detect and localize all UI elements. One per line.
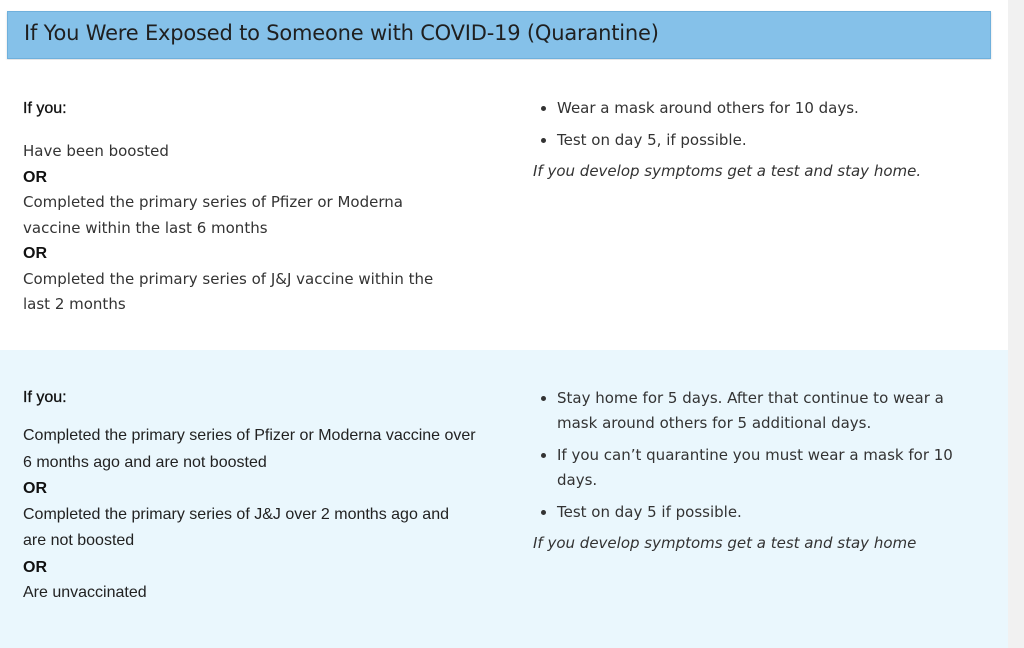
if-you-heading: If you: — [23, 389, 67, 406]
or-separator: OR — [23, 558, 47, 576]
symptoms-note: If you develop symptoms get a test and stay home — [533, 534, 917, 552]
condition-jj-old: Completed the primary series of J&J over 2 months ago and are not boosted — [23, 505, 449, 549]
list-item: • If you can’t quarantine you must wear a mask for 10 days. — [557, 443, 977, 493]
if-you-heading: If you: — [23, 100, 67, 117]
actions-column — [533, 96, 993, 180]
condition-jj-recent: Completed the primary series of J&J vaccine within the last 2 months — [23, 269, 434, 313]
condition-pfizer-moderna-old: Completed the primary series of Pfizer or Moderna vaccine over 6 months ago and are not boosted — [23, 427, 476, 471]
section-header — [7, 11, 991, 59]
actions-list — [533, 386, 977, 525]
or-separator: OR — [23, 245, 47, 262]
actions-column — [533, 386, 993, 552]
conditions-column — [23, 389, 493, 607]
quarantine-section-boosted — [0, 60, 1008, 350]
list-item: • Wear a mask around others for 10 days. — [557, 96, 993, 121]
actions-list — [533, 96, 993, 153]
list-item: • Test on day 5 if possible. — [557, 500, 977, 525]
list-item: • Stay home for 5 days. After that continue to wear a mask around others for 5 additional days. — [557, 386, 977, 436]
conditions-column — [23, 100, 493, 318]
quarantine-section-not-boosted — [0, 350, 1008, 648]
page-title: If You Were Exposed to Someone with COVID-19 (Quarantine) — [24, 21, 659, 45]
or-separator: OR — [23, 480, 47, 497]
list-item: • Test on day 5, if possible. — [557, 128, 993, 153]
condition-unvaccinated: Are unvaccinated — [23, 584, 147, 601]
condition-pfizer-moderna-recent: Completed the primary series of Pfizer or Moderna vaccine within the last 6 months — [23, 193, 403, 237]
scrollbar-track[interactable] — [1008, 0, 1024, 648]
symptoms-note: If you develop symptoms get a test and stay home. — [533, 162, 922, 180]
condition-boosted: Have been boosted — [23, 142, 169, 160]
or-separator: OR — [23, 168, 47, 186]
